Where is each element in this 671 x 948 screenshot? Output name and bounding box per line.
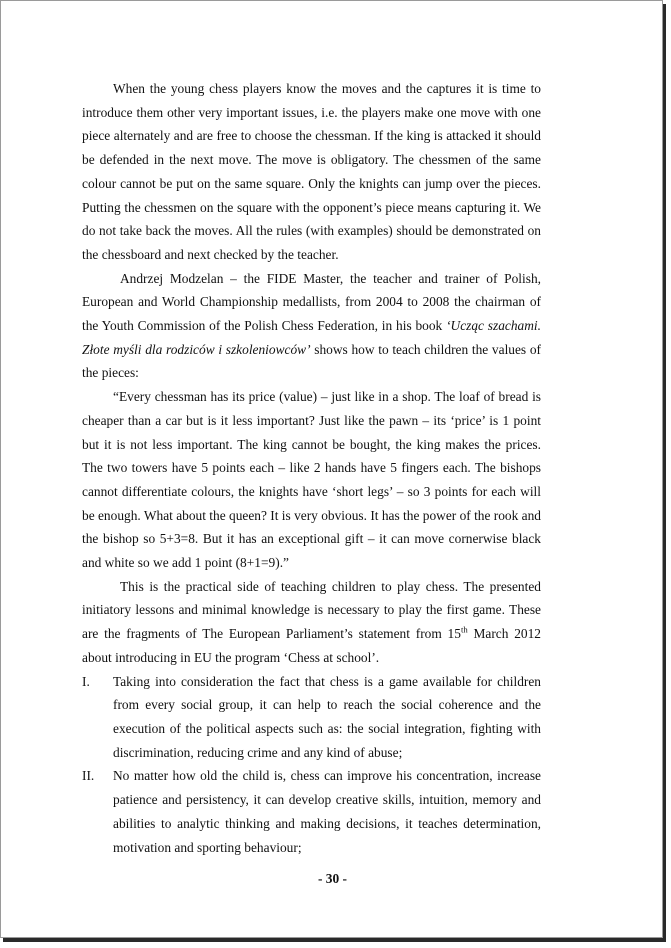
paragraph-practical-text-end: March 2012 about introducing in EU the program ‘Chess at school’. — [82, 626, 541, 665]
list-marker: II. — [82, 768, 95, 784]
list-item-text: No matter how old the child is, chess can improve his concentration, increase patience and persistency, it can develop creative skills, intuition, memory and abilities to analytic thinking and making decisions, it teaches determination, motivation and sporting behaviour; — [113, 768, 541, 855]
list-item-text: Taking into consideration the fact that chess is a game available for children from every social group, it can help to reach the social coherence and the execution of the political aspects such as: the social integration, fighting with discrimination, reducing crime and any kind of abuse; — [113, 673, 541, 760]
paragraph-modzelan — [82, 267, 541, 386]
page-number: - 30 - — [317, 871, 347, 886]
book-title: ‘Ucząc szachami. Złote myśli dla rodziców i szkoleniowców’ — [82, 318, 541, 357]
paragraph-quote: “Every chessman has its price (value) – just like in a shop. The loaf of bread is cheaper than a car but is it less important? Just like the pawn – its ‘price’ is 1 point but it is not less important. The king cannot be bought, the king makes the prices. The two towers have 5 points each – like 2 hands have 5 fingers each. The bishops cannot differentiate colours, the knights have ‘short legs’ – so 3 points for each will be enough. What about the queen? It is very obvious. It has the power of the rook and the bishop so 5+3=8. But it has an exceptional gift – it can move cornerwise black and white so we add 1 point (8+1=9).” — [82, 389, 542, 571]
paragraph-modzelan-text: Andrzej Modzelan – the FIDE Master, the teacher and trainer of Polish, European and World Championship medallists, from 2004 to 2008 the chairman of the Youth Commission of the Polish Chess Federation, in his book — [82, 270, 541, 334]
statement-list — [82, 670, 541, 860]
paragraph-practical — [82, 575, 541, 670]
paragraph-modzelan-text-end: shows how to teach children the values of the pieces: — [82, 341, 542, 381]
paragraph-chess-rules: When the young chess players know the moves and the captures it is time to introduce them other very important issues, i.e. the players make one move with one piece alternately and are free to choose the chessman. If the king is attacked it should be defended in the next move. The move is obligatory. The chessmen of the same colour cannot be put on the same square. Only the knights can jump over the pieces. Putting the chessmen on the square with the opponent’s piece means capturing it. We do not take back the moves. All the rules (with examples) should be demonstrated on the chessboard and next checked by the teacher. — [82, 81, 541, 262]
list-item — [82, 670, 541, 765]
page-body — [82, 77, 541, 859]
date-superscript: th — [460, 624, 468, 635]
list-item — [82, 764, 541, 859]
list-marker: I. — [82, 673, 90, 689]
paragraph-practical-text: This is the practical side of teaching children to play chess. The presented initiatory lessons and minimal knowledge is necessary to play the first game. These are the fragments of The European Parliament’s statement from 15 — [82, 578, 541, 642]
